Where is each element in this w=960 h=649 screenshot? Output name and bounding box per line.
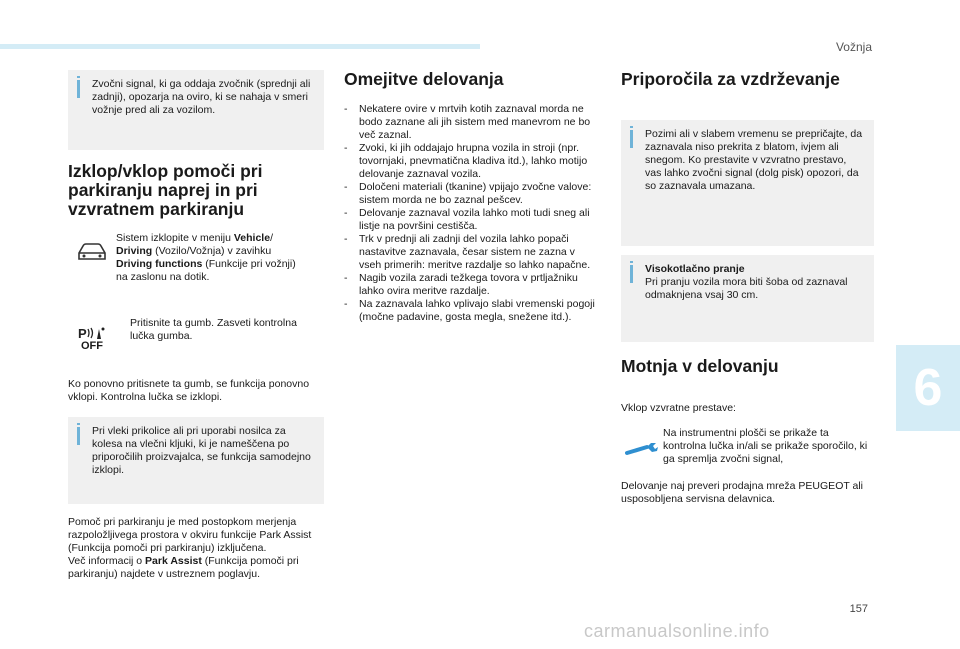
button-instruction (68, 317, 324, 352)
note-text: Pri pranju vozila mora biti šoba od zaznaval odmaknjena vsaj 30 cm. (645, 276, 848, 301)
list-item: - Nekatere ovire v mrtvih kotih zaznaval morda ne bodo zaznane ali jih sistem med manevrom ne bo več zaznal. (344, 103, 600, 142)
note-text: Zvočni signal, ki ga oddaja zvočnik (sprednji ali zadnji), opozarja na oviro, ki se nahaja v smeri vožnje pred ali za vozilom. (92, 78, 311, 116)
service-text: Delovanje naj preveri prodajna mreža PEUGEOT ali usposobljena servisna delavnica. (621, 480, 864, 505)
menu-driving: Driving (116, 245, 153, 257)
list-item: - Delovanje zaznaval vozila lahko moti tudi sneg ali listje na površini cestišča. (344, 207, 600, 233)
section-heading-maintenance: Priporočila za vzdrževanje (621, 69, 840, 89)
menu-vehicle: Vehicle (233, 232, 271, 244)
list-item: - Zvoki, ki jih oddajajo hrupna vozila in stroji (npr. tovornjaki, pnevmatična kladiva itd.), lahko motijo delovanje zaznaval vozila. (344, 142, 600, 181)
list-item: - Nagib vozila zaradi težkega tovora v prtljažniku lahko ovira meritve razdalje. (344, 272, 600, 298)
limits-list (344, 103, 600, 324)
off-label: OFF (81, 340, 103, 352)
menu-instruction (68, 232, 324, 284)
park-sensor-off-icon (77, 325, 107, 352)
list-item: - Na zaznavala lahko vplivajo slabi vremenski pogoji (močne padavine, gosta megla, snežene itd.). (344, 298, 600, 324)
info-icon (630, 130, 633, 148)
column-right (621, 70, 874, 506)
section-heading-limits: Omejitve delovanja (344, 69, 504, 89)
park-assist-term: Park Assist (145, 555, 202, 567)
info-note-sound-signal (68, 70, 324, 150)
car-icon (76, 242, 108, 262)
menu-instruction-text: Sistem izklopite v meniju Vehicle/ Driving (Vozilo/Vožnja) v zavihku Driving functions (Funkcije pri vožnji) na zaslonu na dotik. (116, 232, 296, 283)
button-instruction-text: Pritisnite ta gumb. Zasveti kontrolna lučka gumba. (130, 317, 297, 342)
warning-lamp-text: Na instrumentni plošči se prikaže ta kontrolna lučka in/ali se prikaže sporočilo, ki ga spremlja zvočni signal, (663, 427, 868, 465)
page-number: 157 (849, 603, 868, 615)
warning-lamp-instruction (621, 427, 874, 466)
section-heading-malfunction: Motnja v delovanju (621, 356, 779, 376)
info-icon (630, 265, 633, 283)
info-note-pressure-wash (621, 255, 874, 342)
note-text: Pri vleki prikolice ali pri uporabi nosilca za kolesa na vlečni kljuki, ki je nameščena po priporočilih proizvajalca, se funkcija samodejno izklopi. (92, 425, 311, 476)
reactivate-text: Ko ponovno pritisnete ta gumb, se funkcija ponovno vklopi. Kontrolna lučka se izklopi. (68, 378, 310, 403)
header-bar (0, 44, 480, 49)
list-item: - Določeni materiali (tkanine) vpijajo zvočne valove: sistem morda ne bo zaznal pešcev. (344, 181, 600, 207)
info-note-trailer (68, 417, 324, 504)
info-icon (77, 80, 80, 98)
list-item: - Trk v prednji ali zadnji del vozila lahko popači nastavitve zaznavala, česar sistem ne zazna v vseh primerih: meritve razdalje so lahko napačne. (344, 233, 600, 272)
note-title: Visokotlačno pranje (645, 263, 745, 275)
column-left (68, 70, 324, 581)
park-sensor-icon (77, 325, 107, 341)
column-middle (344, 70, 600, 324)
svg-text:P: P (78, 326, 87, 341)
info-icon (77, 427, 80, 445)
menu-driving-functions: Driving functions (116, 258, 203, 270)
note-text: Pozimi ali v slabem vremenu se prepričajte, da zaznavala niso prekrita z blatom, ivjem ali snegom. Ko prestavite v vzvratno prestavo, vas lahko zvočni signal (dolg pisk) opozori, da so zaznavala umazana. (645, 128, 863, 192)
reverse-gear-text: Vklop vzvratne prestave: (621, 402, 736, 414)
watermark: carmanualsonline.info (584, 621, 770, 641)
section-heading-toggle: Izklop/vklop pomoči pri parkiranju naprej in pri vzvratnem parkiranju (68, 161, 263, 219)
wrench-icon (625, 441, 659, 457)
section-title: Vožnja (835, 40, 872, 54)
info-note-winter (621, 120, 874, 246)
bullet (116, 317, 130, 343)
chapter-tab (896, 345, 960, 431)
chapter-number: 6 (913, 359, 943, 417)
park-assist-text: Pomoč pri parkiranju je med postopkom merjenja razpoložljivega prostora v okviru funkcije Park Assist (Funkcija pomoči pri parkiranju) izključena. Več informacij o Park Assist (Funkcija pomoči pri parkiranju) najdete v ustreznem poglavju. (68, 516, 312, 580)
